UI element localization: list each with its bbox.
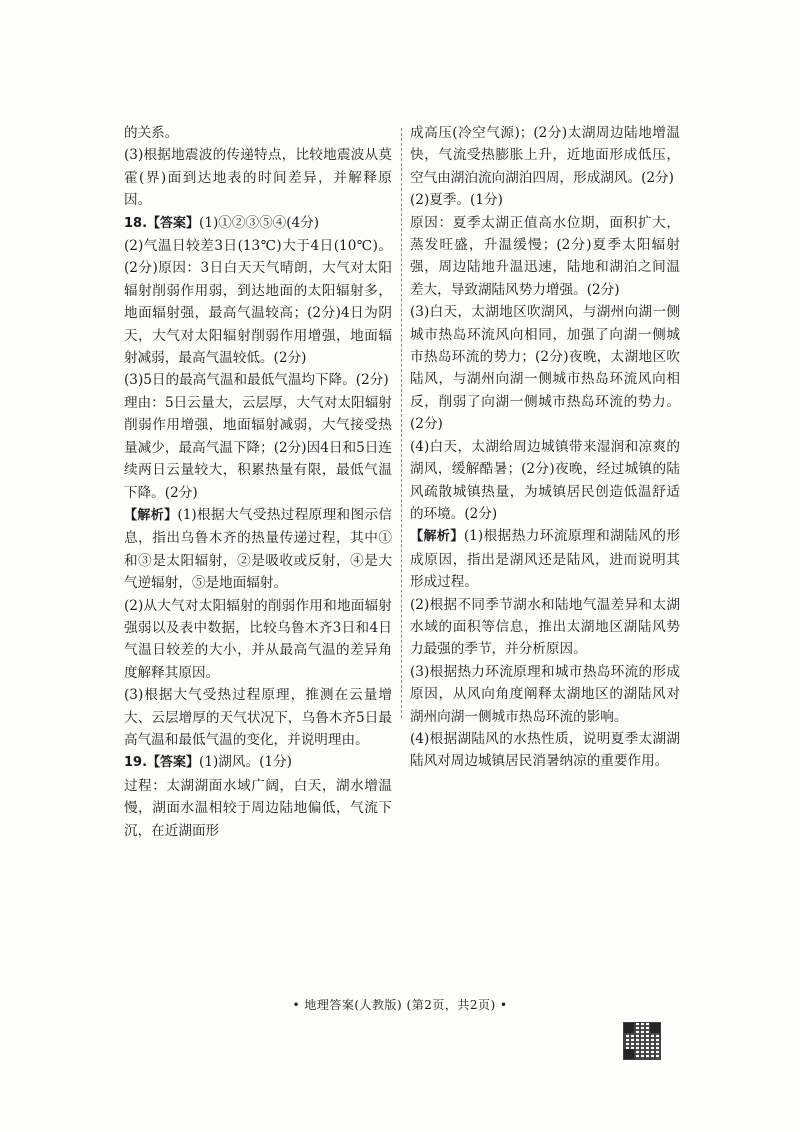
right-para-4: (4)白天，太湖给周边城镇带来湿润和凉爽的湖风，缓解酷暑；(2分)夜晚，经过城镇的陆风疏散城镇热量，为城镇居民创造低温舒适的环境。(2分) [410,438,680,522]
left-para-1: (3)根据地震波的传递特点，比较地震波从莫霍(界)面到达地表的时间差异，并解释原因。 [124,147,392,209]
right-para-8: (4)根据湖陆风的水热性质，说明夏季太湖湖陆风对周边城镇居民消暑纳凉的重要作用。 [410,730,680,770]
left-para-4: (3)5日的最高气温和最低气温均下降。(2分) [124,372,389,389]
left-para-3: (2)气温日较差3日(13℃)大于4日(10℃)。(2分)原因：3日白天天气晴朗，大气对太阳辐射削弱作用弱，到达地面的太阳辐射多，地面辐射强，最高气温较高；(2分)4日为阴天，大气对太阳辐射削弱作用增强，地面辐射减弱，最高气温较低。(2分) [124,238,392,367]
column-divider [401,128,402,718]
right-para-6: (2)根据不同季节湖水和陆地气温差异和太湖水域的面积等信息，推出太湖地区湖陆风势力最强的季节，并分析原因。 [410,596,680,658]
right-para-0: 成高压(冷空气源)；(2分)太湖周边陆地增温快，气流受热膨胀上升，近地面形成低压，空气由湖泊流向湖泊四周，形成湖风。(2分) [410,125,680,186]
right-column [410,122,680,773]
right-para-1: (2)夏季。(1分) [410,192,503,209]
right-para-2: 原因：夏季太湖正值高水位期，面积扩大，蒸发旺盛，升温缓慢；(2分)夏季太阳辐射强，周边陆地升温迅速，陆地和湖泊之间温差大，导致湖陆风势力增强。(2分) [410,214,680,298]
right-para-7: (3)根据热力环流原理和城市热岛环流的形成原因，从风向角度阐释太湖地区的湖陆风对湖州向湖一侧城市热岛环流的影响。 [410,663,680,725]
left-column [124,122,392,842]
answer-tag: 18.【答案】 [124,215,200,231]
left-para-0: 的关系。 [124,125,179,141]
right-para-3: (3)白天，太湖地区吹湖风，与湖州向湖一侧城市热岛环流风向相同，加强了向湖一侧城市热岛环流的势力；(2分)夜晚，太湖地区吹陆风，与湖州向湖一侧城市热岛环流风向相反，削弱了向湖一侧城市热岛环流的势力。(2分) [410,304,680,433]
left-para-7: (2)从大气对太阳辐射的削弱作用和地面辐射强弱以及表中数据，比较乌鲁木齐3日和4日气温日较差的大小，并从最高气温的差异角度解释其原因。 [124,597,392,681]
qr-code-icon [623,1022,661,1060]
left-para-8: (3)根据大气受热过程原理，推测在云量增大、云层增厚的天气状况下，乌鲁木齐5日最高气温和最低气温的变化，并说明理由。 [124,687,392,748]
left-para-5: 理由：5日云量大，云层厚，大气对太阳辐射削弱作用增强，地面辐射减弱，大气接受热量减少，最高气温下降；(2分)因4日和5日连续两日云量较大，积累热量有限，最低气温下降。(2分) [124,394,392,501]
page-footer: • 地理答案(人教版) (第2页，共2页) • [292,998,508,1012]
left-para-2: 18.【答案】(1)①②③⑤④(4分) [124,214,320,231]
analysis-tag: 【解析】 [410,529,464,545]
left-para-9: 19.【答案】(1)湖风。(1分) [124,754,292,771]
left-para-10: 过程：太湖湖面水域广阔，白天，湖水增温慢，湖面水温相较于周边陆地偏低，气流下沉，在近湖面形 [124,777,392,839]
analysis-tag: 【解析】 [124,507,178,523]
right-para-5: 【解析】(1)根据热力环流原理和湖陆风的形成原因，指出是湖风还是陆风，进而说明其形成过程。 [410,528,680,591]
left-para-6: 【解析】(1)根据大气受热过程原理和图示信息，指出乌鲁木齐的热量传递过程，其中①和③是太阳辐射，②是吸收或反射，④是大气逆辐射，⑤是地面辐射。 [124,506,392,592]
answer-tag: 19.【答案】 [124,755,200,771]
